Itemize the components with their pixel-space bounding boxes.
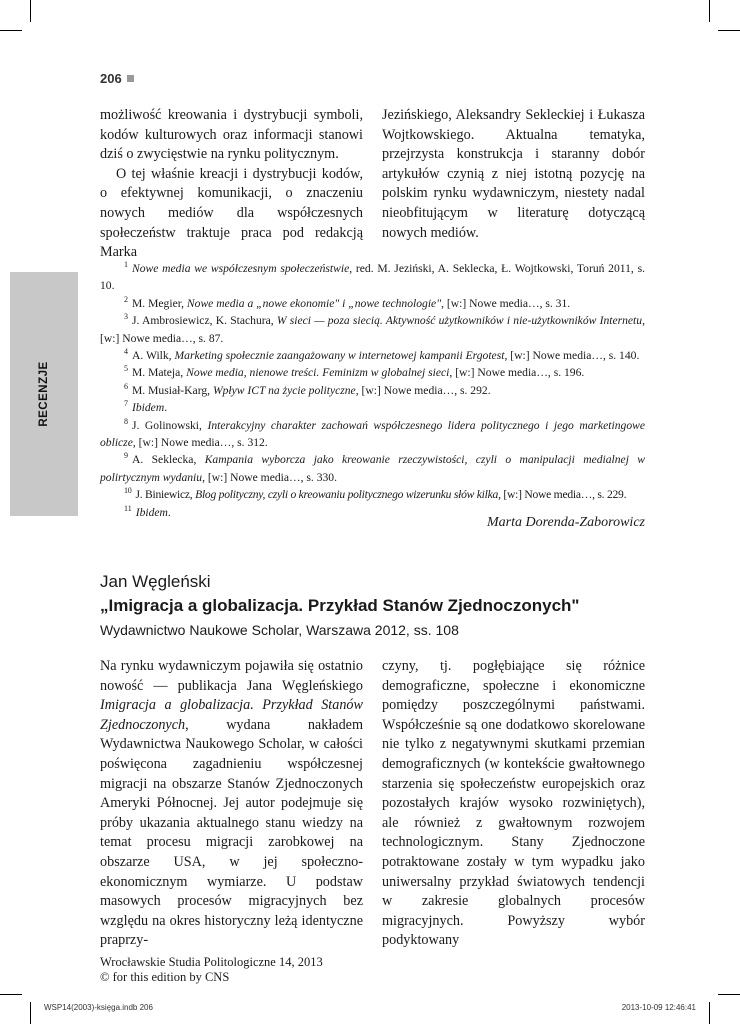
footnote: $^5$ M. Mateja, Nowe media, nienowe treści. Feminizm w globalnej sieci, [w:] Nowe media…, s. 196.	[124, 364, 585, 380]
square-bullet-icon	[127, 75, 134, 82]
paragraph: Na rynku wydawniczym pojawiła się ostatnio nowość — publikacja Jana Węgleńskiego Imigracja a globalizacja. Przykład Stanów Zjednoczonych, wydana nakładem Wydawnictwa Naukowego Scholar, w całości poświęcona zagadnieniu współczesnej migracji na obszarze Stanów Zjednoczonych Ameryki Północnej. Jej autor podejmuje się próby ukazania aktualnego stanu wiedzy na temat procesu migracji zarobkowej na obszarze USA, w jej społeczno-ekonomicznym wymiarze. U podstaw masowych procesów migracyjnych bez względu na okres historyczny leżą identyczne praprzy-	[100, 658, 363, 949]
review-book-title: „Imigracja a globalizacja. Przykład Stanów Zjednoczonych"	[100, 596, 580, 615]
crop-mark	[30, 1002, 31, 1024]
print-slug-date: 2013-10-09 12:46:41	[621, 1003, 696, 1012]
footnotes	[100, 260, 645, 521]
review-signature: Marta Dorenda-Zaborowicz	[486, 515, 645, 530]
footnote: $^{11}$ Ibidem.	[124, 503, 171, 519]
crop-mark	[709, 0, 710, 22]
crop-mark	[30, 0, 31, 22]
copyright-line: © for this edition by CNS	[100, 970, 230, 984]
top-right-column	[382, 106, 645, 243]
crop-mark	[0, 994, 22, 995]
footnote: $^3$ J. Ambrosiewicz, K. Stachura, W sieci — poza siecią. Aktywność użytkowników i nie-użytkowników Internetu, [w:] Nowe media…, s. 87.	[100, 312, 645, 345]
footnote: $^1$ Nowe media we współczesnym społeczeństwie, red. M. Jeziński, A. Seklecka, Ł. Wojtkowski, Toruń 2011, s. 10.	[100, 260, 645, 293]
top-left-column	[100, 106, 363, 263]
review-left-column	[100, 657, 363, 951]
crop-mark	[709, 1002, 710, 1024]
journal-title: Wrocławskie Studia Politologiczne 14, 2013	[100, 955, 323, 969]
footnote: $^{10}$ J. Biniewicz, Blog polityczny, czyli o kreowaniu politycznego wizerunku słów kilka, [w:] Nowe media…, s. 229.	[124, 486, 627, 502]
paragraph: Jezińskiego, Aleksandry Sekleckiej i Łukasza Wojtkowskiego. Aktualna tematyka, przejrzysta konstrukcja i staranny dobór artykułów czynią z niej istotną pozycję na polskim rynku wydawniczym, niestety nadal nieobfitującym w literaturę dotyczącą nowych mediów.	[382, 107, 645, 241]
journal-info	[100, 955, 323, 985]
print-slug-file: WSP14(2003)-księga.indb 206	[44, 1003, 153, 1012]
footnote: $^8$ J. Golinowski, Interakcyjny charakter zachowań współczesnego lidera politycznego i jego marketingowe oblicze, [w:] Nowe media…, s. 312.	[100, 416, 646, 450]
review-right-column	[382, 657, 645, 951]
crop-mark	[718, 30, 740, 31]
paragraph: O tej właśnie kreacji i dystrybucji kodów, o efektywnej komunikacji, o znaczeniu nowych mediów dla współczesnych społeczeństw traktuje praca pod redakcją Marka	[100, 165, 363, 261]
review-publisher: Wydawnictwo Naukowe Scholar, Warszawa 2012, ss. 108	[100, 622, 459, 638]
paragraph: czyny, tj. pogłębiające się różnice demograficzne, społeczne i ekonomiczne pomiędzy poszczególnymi państwami. Współcześnie są one dodatkowo skorelowane nie tylko z negatywnymi skutkami przemian demograficznych (w kontekście gwałtownego starzenia się społeczeństw europejskich oraz pozostałych krajów wysoko rozwiniętych), ale również z gwałtownym rozwojem technologicznym. Stany Zjednoczone potraktowane zostały w tym wypadku jako uniwersalny przykład światowych tendencji w zakresie globalnych procesów migracyjnych. Powyższy wybór podyktowany	[382, 658, 645, 949]
page-number-text: 206	[100, 71, 122, 86]
review-book-author: Jan Węgleński	[100, 572, 211, 591]
crop-mark	[0, 30, 22, 31]
footnote: $^4$ A. Wilk, Marketing społecznie zaangażowany w internetowej kampanii Ergotest, [w:] Nowe media…, s. 140.	[124, 347, 640, 363]
footnote: $^6$ M. Musiał-Karg, Wpływ ICT na życie polityczne, [w:] Nowe media…, s. 292.	[124, 381, 491, 397]
footnote: $^9$ A. Seklecka, Kampania wyborcza jako kreowanie rzeczywistości, czyli o manipulacji medialnej w polirtycznym wydaniu, [w:] Nowe media…, s. 330.	[100, 451, 645, 484]
footnote: $^7$ Ibidem.	[124, 399, 168, 415]
crop-mark	[718, 994, 740, 995]
section-label: RECENZJE	[38, 361, 50, 427]
paragraph: możliwość kreowania i dystrybucji symboli, kodów kulturowych oraz informacji stanowi dziś o zwycięstwie na rynku politycznym.	[100, 107, 363, 163]
page-number	[100, 71, 134, 86]
footnote: $^2$ M. Megier, Nowe media a „nowe ekonomie" i „nowe technologie", [w:] Nowe media…, s. 31.	[124, 294, 571, 310]
